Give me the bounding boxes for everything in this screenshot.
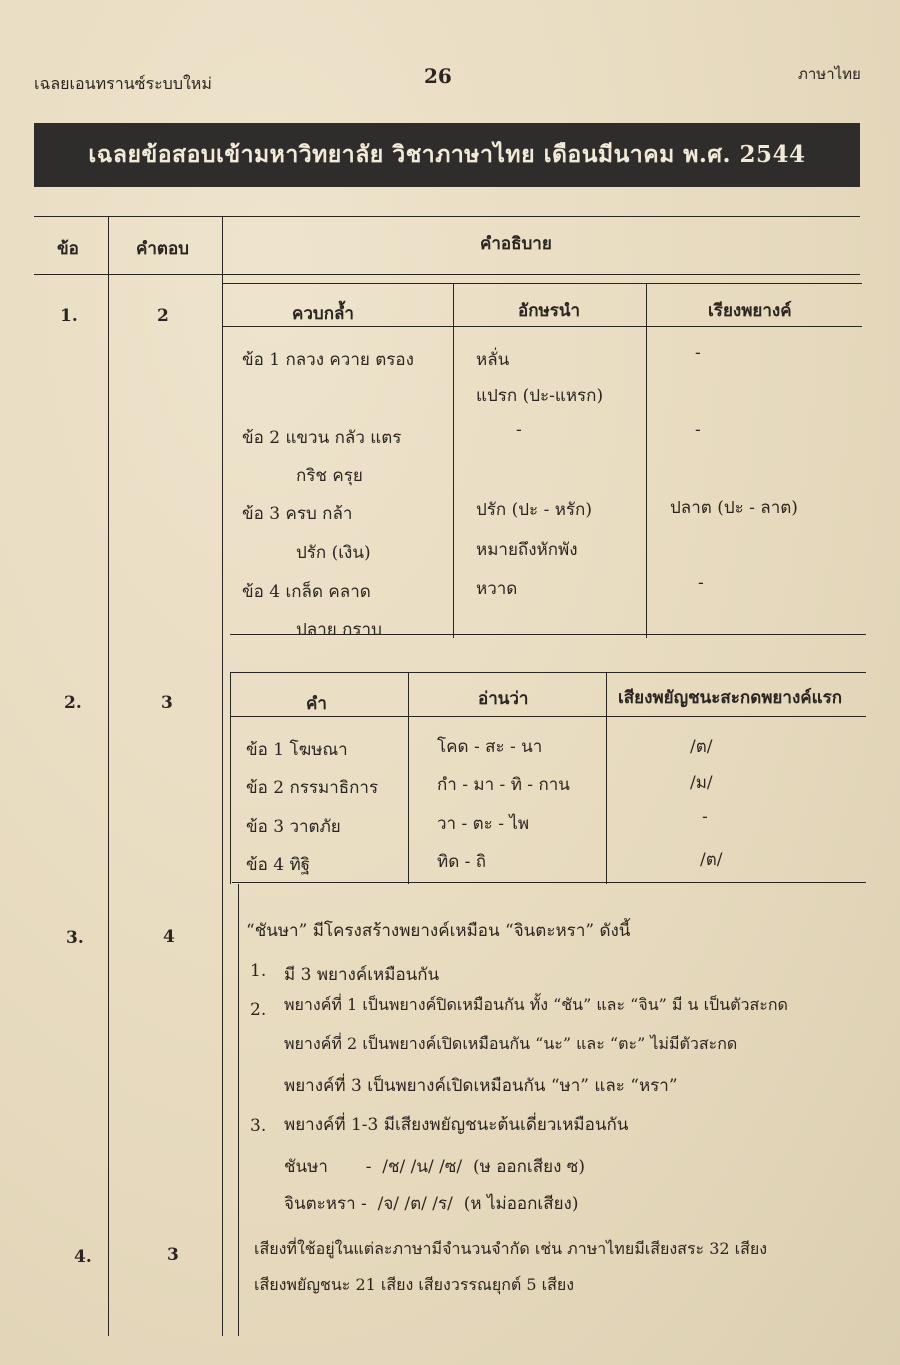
q2-row2-word: ข้อ 2 กรรมาธิการ (246, 778, 379, 798)
q1-number: 1. (60, 306, 78, 326)
q1-row4-leading: หวาด (476, 579, 518, 599)
q3-item3-example2: จินตะหรา - /จ/ /ต/ /ร/ (ห ไม่ออกเสียง) (284, 1194, 579, 1214)
col-divider-no (108, 216, 109, 1336)
page-number: 26 (424, 64, 452, 88)
q3-item3-number: 3. (250, 1116, 267, 1136)
q1-header-cluster: ควบกล้ำ (292, 304, 354, 324)
q4-answer: 3 (167, 1245, 179, 1265)
q2-row3-reading: วา - ตะ - ไพ (437, 814, 530, 834)
q2-header-word: คำ (306, 694, 327, 714)
q4-number: 4. (74, 1247, 92, 1267)
q2-row1-word: ข้อ 1 โฆษณา (246, 740, 348, 760)
table-top-rule (34, 216, 860, 217)
q1-row2-syllable: - (695, 420, 701, 440)
q2-table-top-rule (230, 672, 866, 673)
q1-header-syllable: เรียงพยางค์ (708, 301, 792, 321)
q2-row2-sound: /ม/ (690, 773, 713, 793)
q1-row1-cluster: ข้อ 1 กลวง ควาย ตรอง (242, 350, 414, 370)
col-divider-answer (222, 216, 223, 1336)
q1-row4-cluster-a: ข้อ 4 เกล็ด คลาด (242, 582, 371, 602)
q2-row4-reading: ทิด - ถิ (437, 852, 487, 872)
q1-row1-syllable: - (695, 343, 701, 363)
q2-row3-sound: - (702, 807, 708, 827)
col-header-explanation: คำอธิบาย (480, 234, 552, 254)
q1-row3-leading-b: หมายถึงหักพัง (476, 540, 578, 560)
header-bottom-rule (34, 274, 860, 275)
q2-bottom-rule (232, 882, 866, 883)
q3-item3: พยางค์ที่ 1-3 มีเสียงพยัญชนะต้นเดี่ยวเหมือนกัน (284, 1115, 629, 1135)
page-title-bar (34, 123, 860, 187)
q2-row1-reading: โคด - สะ - นา (437, 737, 543, 757)
q1-row3-leading-a: ปรัก (ปะ - หรัก) (476, 500, 592, 520)
q1-row1-leading-b: แปรก (ปะ-แหรก) (476, 386, 604, 406)
q2-header-sound: เสียงพยัญชนะสะกดพยางค์แรก (618, 688, 842, 708)
q2-row1-sound: /ต/ (690, 737, 713, 757)
q3-item2-line2: พยางค์ที่ 2 เป็นพยางค์เปิดเหมือนกัน “นะ” และ “ตะ” ไม่มีตัวสะกด (284, 1034, 738, 1053)
q1-row3-syllable: ปลาต (ปะ - ลาต) (670, 498, 798, 518)
q2-row4-word: ข้อ 4 ทิฐิ (246, 855, 311, 875)
col-header-no: ข้อ (57, 239, 79, 259)
q3-item2-line1: พยางค์ที่ 1 เป็นพยางค์ปิดเหมือนกัน ทั้ง “ชัน” และ “จิน” มี น เป็นตัวสะกด (284, 995, 788, 1014)
subject-label: ภาษาไทย (798, 65, 861, 83)
q1-row4-cluster-b: ปลาย กราบ (296, 620, 382, 640)
q2-number: 2. (64, 693, 82, 713)
q2-answer: 3 (161, 693, 173, 713)
q1-col-divider-2 (646, 283, 647, 638)
q1-row2-cluster-b: กริช ครุย (296, 466, 363, 486)
q3-number: 3. (66, 928, 84, 948)
q2-col-divider-1 (408, 672, 409, 884)
q1-row2-cluster-a: ข้อ 2 แขวน กลัว แตร (242, 428, 402, 448)
q1-header-leading: อักษรนำ (518, 301, 581, 321)
q2-row4-sound: /ต/ (700, 850, 723, 870)
q1-row2-leading: - (516, 420, 522, 440)
q1-answer: 2 (157, 306, 169, 326)
q3-item1-number: 1. (250, 961, 267, 981)
q4-line1: เสียงที่ใช้อยู่ในแต่ละภาษามีจำนวนจำกัด เช่น ภาษาไทยมีเสียงสระ 32 เสียง (254, 1239, 768, 1258)
q2-row2-reading: กำ - มา - ทิ - กาน (437, 775, 570, 795)
q2-left-border (230, 672, 231, 884)
q3-intro: “ชันษา” มีโครงสร้างพยางค์เหมือน “จินตะหรา” ดังนี้ (246, 921, 631, 941)
q2-col-divider-2 (606, 672, 607, 884)
q3-item2-line3: พยางค์ที่ 3 เป็นพยางค์เปิดเหมือนกัน “ษา” และ “หรา” (284, 1076, 678, 1096)
q2-row3-word: ข้อ 3 วาตภัย (246, 817, 341, 837)
q2-header-reading: อ่านว่า (478, 689, 529, 709)
q1-col-divider-1 (453, 283, 454, 638)
book-title: เฉลยเอนทรานซ์ระบบใหม่ (34, 74, 212, 93)
page-title: เฉลยข้อสอบเข้ามหาวิทยาลัย วิชาภาษาไทย เดือนมีนาคม พ.ศ. 2544 (88, 141, 806, 168)
q1-row3-cluster-a: ข้อ 3 ครบ กล้า (242, 504, 353, 524)
col-header-answer: คำตอบ (136, 239, 189, 259)
q1-row1-leading-a: หลั่น (476, 350, 510, 370)
q3-item1: มี 3 พยางค์เหมือนกัน (284, 965, 440, 985)
q4-line2: เสียงพยัญชนะ 21 เสียง เสียงวรรณยุกต์ 5 เสียง (254, 1275, 575, 1294)
q1-table-top-rule (222, 283, 862, 284)
explanation-left-rule (238, 884, 239, 1336)
q1-row4-syllable: - (698, 573, 704, 593)
q1-row3-cluster-b: ปรัก (เงิน) (296, 543, 371, 563)
q3-answer: 4 (163, 927, 175, 947)
q3-item2-number: 2. (250, 1000, 267, 1020)
q3-item3-example1: ชันษา - /ช/ /น/ /ซ/ (ษ ออกเสียง ซ) (284, 1157, 585, 1177)
